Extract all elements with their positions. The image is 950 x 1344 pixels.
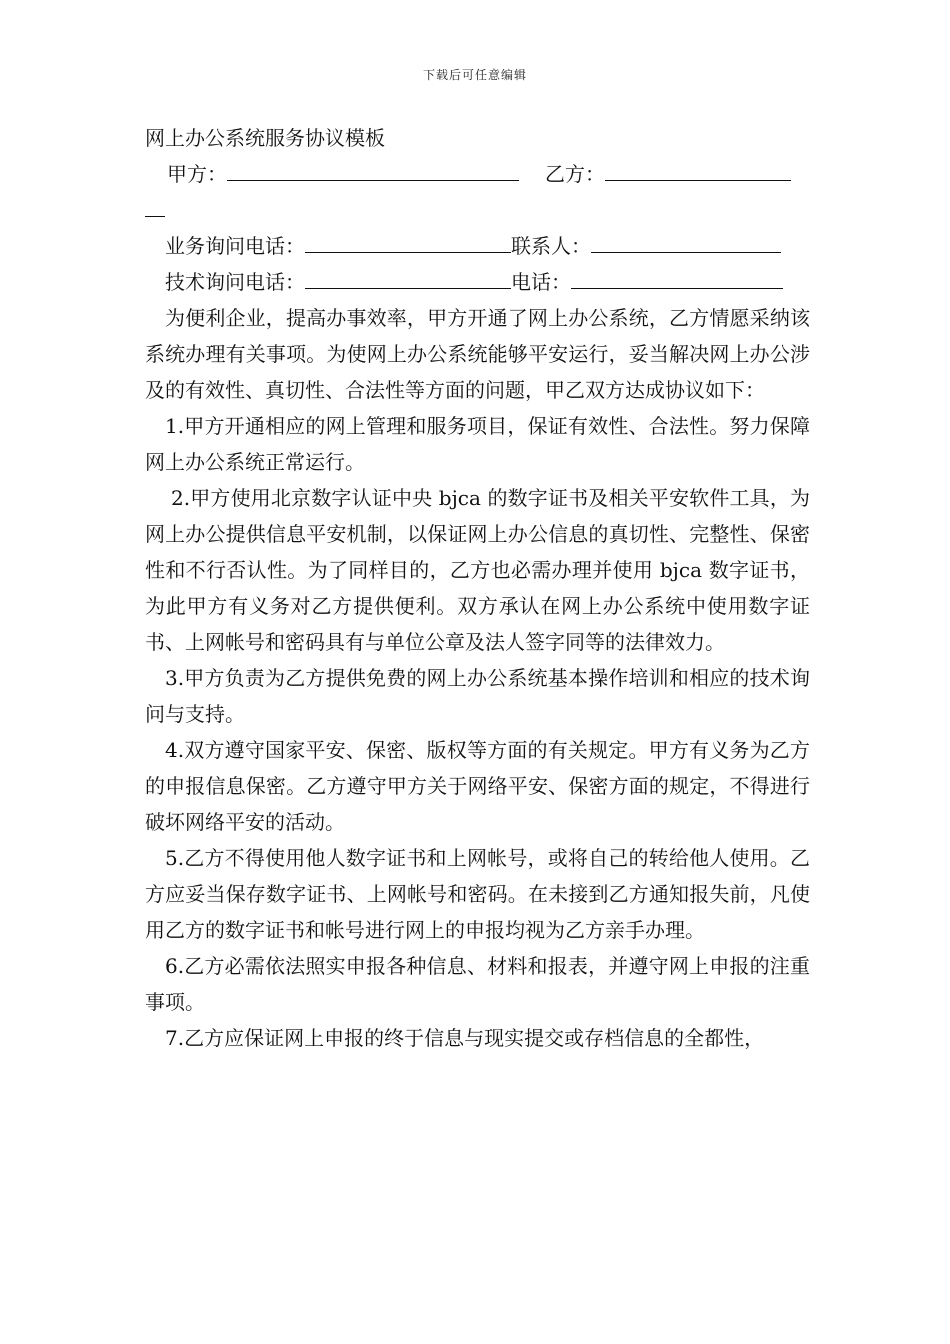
party-a-blank <box>227 156 519 181</box>
tech-phone-label: 技术询问电话： <box>165 270 305 294</box>
phone-blank <box>571 264 783 289</box>
document-body <box>145 120 810 1056</box>
document-title: 网上办公系统服务协议模板 <box>145 126 385 150</box>
party-b-label: 乙方： <box>545 162 605 186</box>
page-header: 下载后可任意编辑 <box>422 68 527 82</box>
tech-phone-blank <box>305 264 511 289</box>
parties-wrap-line <box>145 192 810 228</box>
clause-5: 5.乙方不得使用他人数字证书和上网帐号，或将自己的转给他人使用。乙方应妥当保存数字证书、上网帐号和密码。在未接到乙方通知报失前，凡使用乙方的数字证书和帐号进行网上的申报均视为乙方亲手办理。 <box>145 846 810 942</box>
intro-paragraph: 为便利企业，提高办事效率，甲方开通了网上办公系统，乙方情愿采纳该系统办理有关事项。为使网上办公系统能够平安运行，妥当解决网上办公涉及的有效性、真切性、合法性等方面的问题，甲乙双方达成协议如下： <box>145 306 810 402</box>
tech-contact-line <box>145 264 810 300</box>
party-b-blank <box>605 156 791 181</box>
biz-phone-blank <box>305 228 511 253</box>
clause-6: 6.乙方必需依法照实申报各种信息、材料和报表，并遵守网上申报的注重事项。 <box>145 954 810 1014</box>
clause-2: 2.甲方使用北京数字认证中央 bjca 的数字证书及相关平安软件工具，为网上办公提供信息平安机制，以保证网上办公信息的真切性、完整性、保密性和不行否认性。为了同样目的，乙方也必需办理并使用 bjca 数字证书，为此甲方有义务对乙方提供便利。双方承认在网上办公系统中使用数字证书、上网帐号和密码具有与单位公章及法人签字同等的法律效力。 <box>145 486 810 654</box>
biz-phone-label: 业务询问电话： <box>165 234 305 258</box>
biz-contact-line <box>145 228 810 264</box>
clause-1: 1.甲方开通相应的网上管理和服务项目，保证有效性、合法性。努力保障网上办公系统正常运行。 <box>145 414 810 474</box>
phone-label: 电话： <box>511 270 571 294</box>
contact-blank <box>591 228 781 253</box>
clause-4: 4.双方遵守国家平安、保密、版权等方面的有关规定。甲方有义务为乙方的申报信息保密。乙方遵守甲方关于网络平安、保密方面的规定，不得进行破坏网络平安的活动。 <box>145 738 810 834</box>
contact-label: 联系人： <box>511 234 591 258</box>
party-b-blank-wrap <box>145 192 165 217</box>
clause-7: 7.乙方应保证网上申报的终于信息与现实提交或存档信息的全都性， <box>165 1026 765 1050</box>
parties-line <box>145 156 810 192</box>
clause-3: 3.甲方负责为乙方提供免费的网上办公系统基本操作培训和相应的技术询问与支持。 <box>145 666 810 726</box>
party-a-label: 甲方： <box>167 162 227 186</box>
